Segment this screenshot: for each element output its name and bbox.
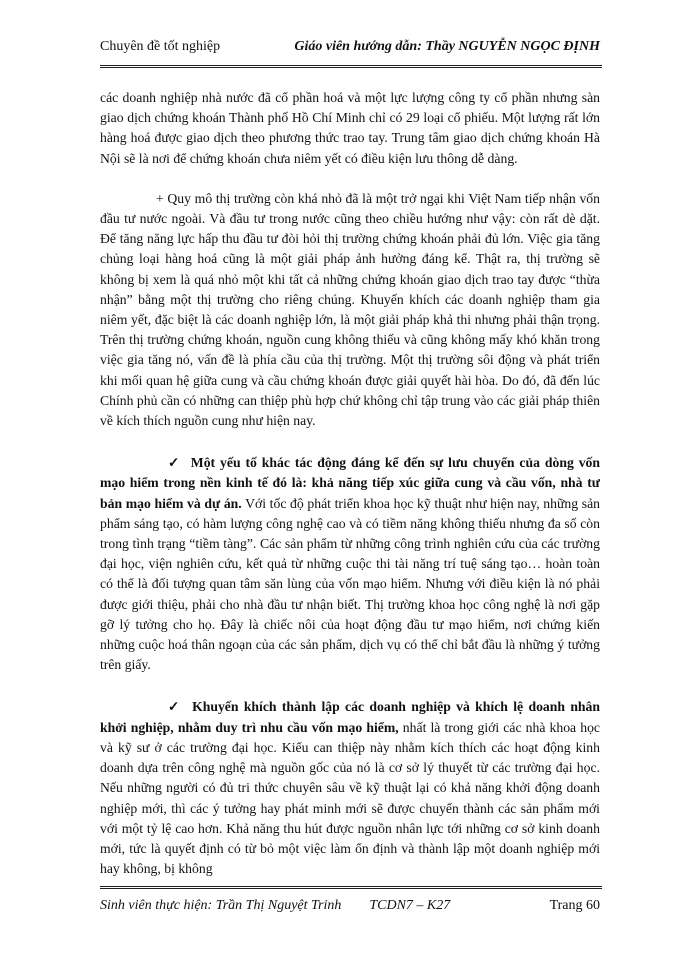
- header-rule: [100, 65, 602, 70]
- paragraph-3: [100, 453, 600, 675]
- paragraph-3-text: Với tốc độ phát triển khoa học kỹ thuật như hiện nay, những sản phẩm sáng tạo, có hàm lượng công nghệ cao và có tiềm năng không thiếu nhưng đa số còn trong tình trạng “tiềm tàng”. Các sản phẩm từ những công trình nghiên cứu của các trường đại học, viện nghiên cứu, kết quả từ những cuộc thi tài năng trí tuệ sáng tạo… hoàn toàn có thể là đối tượng quan tâm săn lùng của vốn mạo hiểm. Nhưng với điều kiện là nó phải được giới thiệu, phải cho nhà đầu tư nhận biết. Thị trường khoa học công nghệ là nơi gặp gỡ lý tưởng cho họ. Đây là chiếc nôi của hoạt động đầu tư mạo hiểm, nơi chứng kiến những cuộc hoá thân ngoạn của các sản phẩm, dịch vụ có thể chỉ bắt đầu là những ý tưởng trên giấy.: [100, 495, 600, 673]
- paragraph-2: + Quy mô thị trường còn khá nhỏ đã là một trở ngại khi Việt Nam tiếp nhận vốn đầu tư nước ngoài. Và đầu tư trong nước cũng theo chiều hướng như vậy: còn rất dè dặt. Để tăng năng lực hấp thu đầu tư đòi hỏi thị trường chứng khoán phải đủ lớn. Việc gia tăng chủng loại hàng hoá cũng là một giải pháp ảnh hưởng đáng kể. Thật ra, thị trường sẽ không bị xem là quá nhỏ một khi tất cả những chứng khoán giao dịch trao tay được “thừa nhận” bằng một thị trường cho riêng chúng. Khuyến khích các doanh nghiệp tham gia niêm yết, đặc biệt là các doanh nghiệp lớn, là một giải pháp khả thi nhưng phải thận trọng. Trên thị trường chứng khoán, nguồn cung không thiếu và cũng không mấy khó khăn trong việc gia tăng nó, vấn đề là phía cầu của thị trường. Một thị trường sôi động và phát triển khi mối quan hệ giữa cung và cầu chứng khoán được giải quyết hài hòa. Do đó, đã đến lúc Chính phủ cần có những can thiệp phù hợp chứ không chỉ tập trung vào các giải pháp thiên về kích thích nguồn cung như hiện nay.: [100, 190, 600, 429]
- page-footer: [100, 897, 600, 915]
- class-code: TCDN7 – K27: [369, 898, 451, 913]
- footer-rule: [100, 886, 602, 891]
- checkmark-icon: ✓: [168, 699, 182, 715]
- paragraph-4-text: nhất là trong giới các nhà khoa học và kỹ sư ở các trường đại học. Kiểu can thiệp này nhằm kích thích các hoạt động kinh doanh dựa trên công nghệ mà nguồn gốc của nó là cơ sở lý thuyết từ các trường đại học. Nếu những người có đủ tri thức chuyên sâu về kỹ thuật lại có khả năng khởi động doanh nghiệp mới, thì các ý tưởng hay phát minh mới sẽ được chuyển thành các sản phẩm mới với một tỷ lệ cao hơn. Khả năng thu hút được nguồn nhân lực tới những cơ sở kinh doanh mới, tức là quyết định có từ bỏ một việc làm ổn định và thành lập một doanh nghiệp mới hay không, bị không: [100, 719, 600, 877]
- page-header: [100, 38, 600, 56]
- supervisor: Giáo viên hướng dẫn: Thầy NGUYỄN NGỌC ĐỊNH: [294, 39, 600, 54]
- paragraph-4: [100, 697, 600, 879]
- checkmark-icon: ✓: [168, 455, 181, 471]
- page-body: [100, 88, 600, 879]
- document-type: Chuyên đề tốt nghiệp: [100, 39, 221, 54]
- paragraph-4-heading: Khuyến khích thành lập các doanh nghiệp và khích lệ doanh nhân khởi nghiệp, nhằm duy trì nhu cầu vốn mạo hiểm,: [100, 699, 601, 735]
- page-number: Trang 60: [549, 898, 600, 913]
- student-name: Sinh viên thực hiện: Trần Thị Nguyệt Trinh: [100, 898, 342, 913]
- paragraph-3-heading: Một yếu tố khác tác động đáng kể đến sự lưu chuyển của dòng vốn mạo hiểm trong nền kinh tế đó là: khả năng tiếp xúc giữa cung và cầu vốn, nhà tư bản mạo hiểm và dự án.: [100, 455, 601, 511]
- paragraph-1: các doanh nghiệp nhà nước đã cổ phần hoá và một lực lượng công ty cổ phần nhưng sàn giao dịch chứng khoán Thành phố Hồ Chí Minh chỉ có 29 loại cổ phiếu. Một lượng rất lớn hàng hoá được giao dịch theo phương thức trao tay. Trung tâm giao dịch chứng khoán Hà Nội sẽ là nơi để chứng khoán chưa niêm yết có điều kiện lưu thông dễ dàng.: [100, 90, 600, 166]
